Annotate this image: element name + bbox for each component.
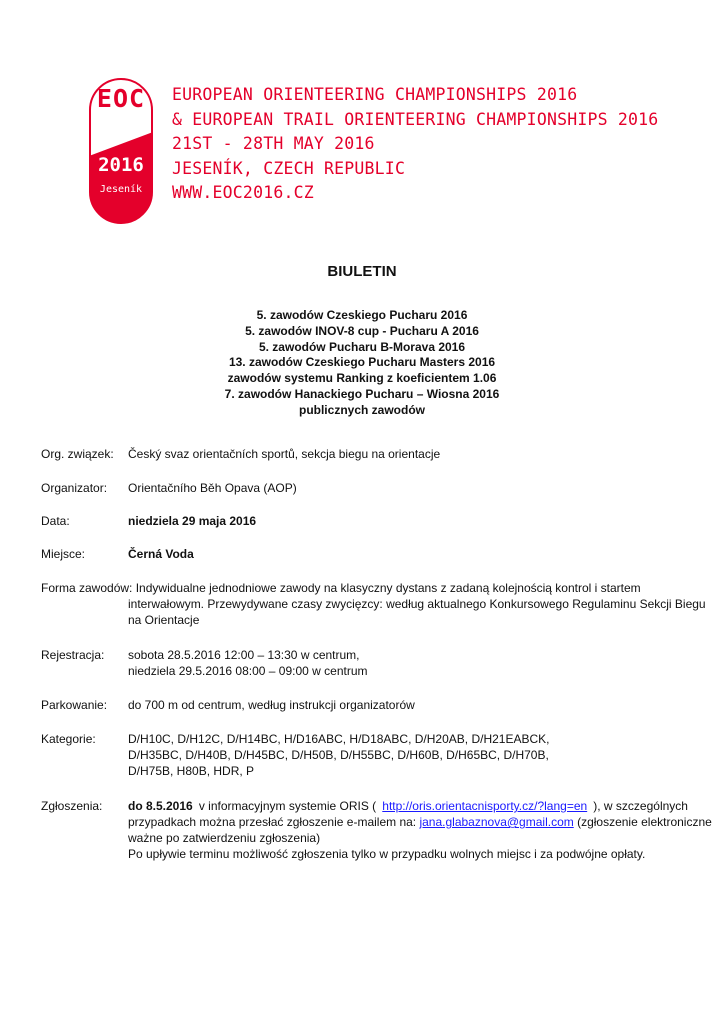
organizer-label: Organizator:: [41, 481, 108, 495]
event-header: [89, 78, 709, 228]
logo-city: Jeseník: [99, 184, 143, 195]
eoc-logo: [89, 78, 153, 224]
format-text-line3: na Orientacje: [128, 613, 200, 627]
parking-value: do 700 m od centrum, według instrukcji organizatorów: [128, 698, 415, 712]
entries-value: [128, 798, 712, 862]
registration-saturday: sobota 28.5.2016 12:00 – 13:30 w centrum,: [128, 648, 360, 662]
competition-item: 5. zawodów INOV-8 cup - Pucharu A 2016: [245, 323, 479, 338]
header-line-location: JESENÍK, CZECH REPUBLIC: [172, 158, 406, 178]
oris-link[interactable]: http://oris.orientacnisporty.cz/?lang=en: [382, 799, 588, 813]
competition-item: 13. zawodów Czeskiego Pucharu Masters 2016: [228, 355, 496, 370]
place-value: Černá Voda: [128, 547, 194, 561]
categories-label: Kategorie:: [41, 732, 96, 746]
format-label: Forma zawodów:: [41, 581, 133, 595]
entries-line2: [128, 814, 712, 830]
competition-item: 7. zawodów Hanackiego Pucharu – Wiosna 2016: [224, 386, 500, 401]
format-text-line2: interwałowym. Przewydywane czasy zwycięzcy: według aktualnego Konkursowego Regulaminu Sekcji Biegu: [128, 597, 706, 611]
registration-value: [128, 647, 688, 679]
categories-value: [128, 731, 688, 779]
format-text: [128, 596, 706, 628]
org-label: Org. związek:: [41, 447, 114, 461]
entries-text3: przypadkach można przesłać zgłoszenie e-mailem na:: [128, 815, 420, 829]
date-value: niedziela 29 maja 2016: [128, 514, 257, 528]
entries-text6: Po upływie terminu możliwość zgłoszenia tylko w przypadku wolnych miejsc i za podwójne opłaty.: [128, 847, 646, 861]
competition-item: 5. zawodów Czeskiego Pucharu 2016: [256, 308, 468, 322]
entries-label: Zgłoszenia:: [41, 799, 103, 813]
categories-line: D/H75B, H80B, HDR, P: [128, 764, 255, 778]
registration-sunday: niedziela 29.5.2016 08:00 – 09:00 w centrum: [128, 664, 368, 678]
competition-item: zawodów systemu Ranking z koeficientem 1.06: [227, 371, 497, 386]
entries-text1: v informacyjnym systemie ORIS (: [198, 799, 377, 813]
logo-year: 2016: [98, 154, 144, 176]
document-title: BIULETIN: [327, 263, 397, 280]
date-label: Data:: [41, 514, 70, 528]
org-value: Český svaz orientačních sportů, sekcja biegu na orientacje: [128, 447, 441, 461]
entries-text5: ważne po zatwierdzeniu zgłoszenia): [128, 831, 321, 845]
competition-item: publicznych zawodów: [298, 402, 425, 417]
email-link[interactable]: jana.glabaznova@gmail.com: [419, 815, 574, 829]
place-label: Miejsce:: [41, 547, 86, 561]
header-line-dates: 21ST - 28TH MAY 2016: [172, 134, 375, 153]
entries-text2: ), w szczególnych: [593, 799, 688, 813]
header-line-trail: & EUROPEAN TRAIL ORIENTEERING CHAMPIONSHIPS 2016: [172, 109, 659, 129]
entries-deadline: do 8.5.2016: [128, 799, 193, 813]
competition-list: [0, 308, 724, 419]
header-line-website: WWW.EOC2016.CZ: [172, 183, 314, 202]
parking-label: Parkowanie:: [41, 698, 108, 712]
entries-line1: [128, 798, 688, 814]
categories-line: D/H35BC, D/H40B, D/H45BC, D/H50B, D/H55BC, D/H60B, D/H65BC, D/H70B,: [128, 748, 549, 762]
logo-abbreviation: EOC: [96, 84, 146, 113]
categories-line: D/H10C, D/H12C, D/H14BC, H/D16ABC, H/D18ABC, D/H20AB, D/H21EABCK,: [128, 732, 550, 746]
registration-label: Rejestracja:: [41, 648, 105, 662]
organizer-value: Orientačního Běh Opava (AOP): [128, 481, 297, 495]
entries-text4: (zgłoszenie elektroniczne: [573, 815, 712, 829]
format-text-line1: Indywidualne jednodniowe zawody na klasyczny dystans z zadaną kolejnością kontrol i startem: [135, 581, 641, 595]
header-line-championships: EUROPEAN ORIENTEERING CHAMPIONSHIPS 2016: [172, 85, 578, 104]
format-first-line: [41, 580, 641, 596]
competition-item: 5. zawodów Pucharu B-Morava 2016: [258, 339, 466, 354]
header-lines: [172, 83, 658, 206]
